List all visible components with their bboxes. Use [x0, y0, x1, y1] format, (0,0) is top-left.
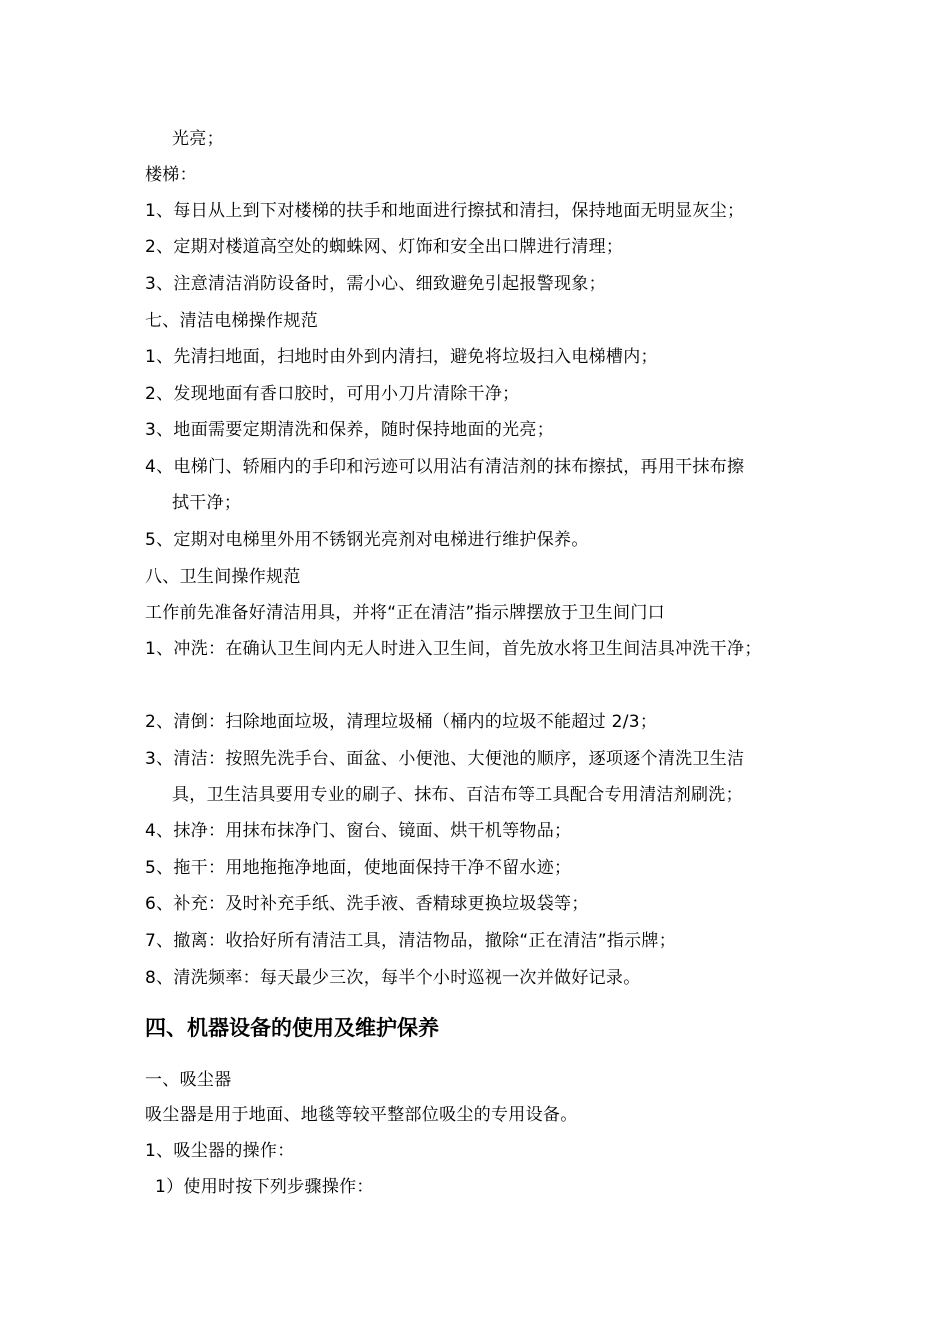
- text-line: 4、抹净：用抹布抹净门、窗台、镜面、烘干机等物品；: [145, 821, 572, 841]
- text-line: 楼梯：: [145, 165, 197, 185]
- text-line: 5、拖干：用地拖拖净地面，使地面保持干净不留水迹；: [145, 858, 572, 878]
- text-line: 1）使用时按下列步骤操作：: [155, 1177, 374, 1197]
- text-line: 1、冲洗：在确认卫生间内无人时进入卫生间，首先放水将卫生间洁具冲洗干净；: [145, 639, 762, 659]
- text-line: 3、清洁：按照先洗手台、面盆、小便池、大便池的顺序，逐项逐个清洗卫生洁: [145, 749, 745, 769]
- text-line: 7、撤离：收拾好所有清洁工具，清洁物品，撤除“正在清洁”指示牌；: [145, 931, 677, 951]
- text-line: 8、清洗频率：每天最少三次，每半个小时巡视一次并做好记录。: [145, 968, 641, 988]
- text-line: 4、电梯门、轿厢内的手印和污迹可以用沾有清洁剂的抹布擦拭，再用干抹布擦: [145, 457, 745, 477]
- section-subheading: 八、卫生间操作规范: [145, 567, 301, 587]
- text-line: 1、吸尘器的操作：: [145, 1141, 295, 1161]
- text-line: 光亮；: [172, 129, 224, 149]
- text-line: 3、地面需要定期清洗和保养，随时保持地面的光亮；: [145, 420, 555, 440]
- text-line: 3、注意清洁消防设备时，需小心、细致避免引起报警现象；: [145, 274, 606, 294]
- text-line: 工作前先准备好清洁用具，并将“正在清洁”指示牌摆放于卫生间门口: [145, 603, 665, 623]
- text-line: 拭干净；: [172, 493, 242, 513]
- text-line: 具，卫生洁具要用专业的刷子、抹布、百洁布等工具配合专用清洁剂刷洗；: [172, 785, 743, 805]
- text-line: 吸尘器是用于地面、地毯等较平整部位吸尘的专用设备。: [145, 1105, 578, 1125]
- section-subheading: 一、吸尘器: [145, 1070, 232, 1090]
- text-line: 1、每日从上到下对楼梯的扶手和地面进行擦拭和清扫，保持地面无明显灰尘；: [145, 201, 745, 221]
- text-line: 1、先清扫地面，扫地时由外到内清扫，避免将垃圾扫入电梯槽内；: [145, 347, 658, 367]
- text-line: 2、定期对楼道高空处的蜘蛛网、灯饰和安全出口牌进行清理；: [145, 237, 624, 257]
- text-line: 6、补充：及时补充手纸、洗手液、香精球更换垃圾袋等；: [145, 894, 589, 914]
- text-line: 5、定期对电梯里外用不锈钢光亮剂对电梯进行维护保养。: [145, 530, 589, 550]
- text-line: 2、清倒：扫除地面垃圾，清理垃圾桶（桶内的垃圾不能超过 2/3；: [145, 712, 658, 732]
- section-subheading: 七、清洁电梯操作规范: [145, 311, 318, 331]
- section-heading: 四、机器设备的使用及维护保养: [145, 1016, 439, 1040]
- text-line: 2、发现地面有香口胶时，可用小刀片清除干净；: [145, 384, 520, 404]
